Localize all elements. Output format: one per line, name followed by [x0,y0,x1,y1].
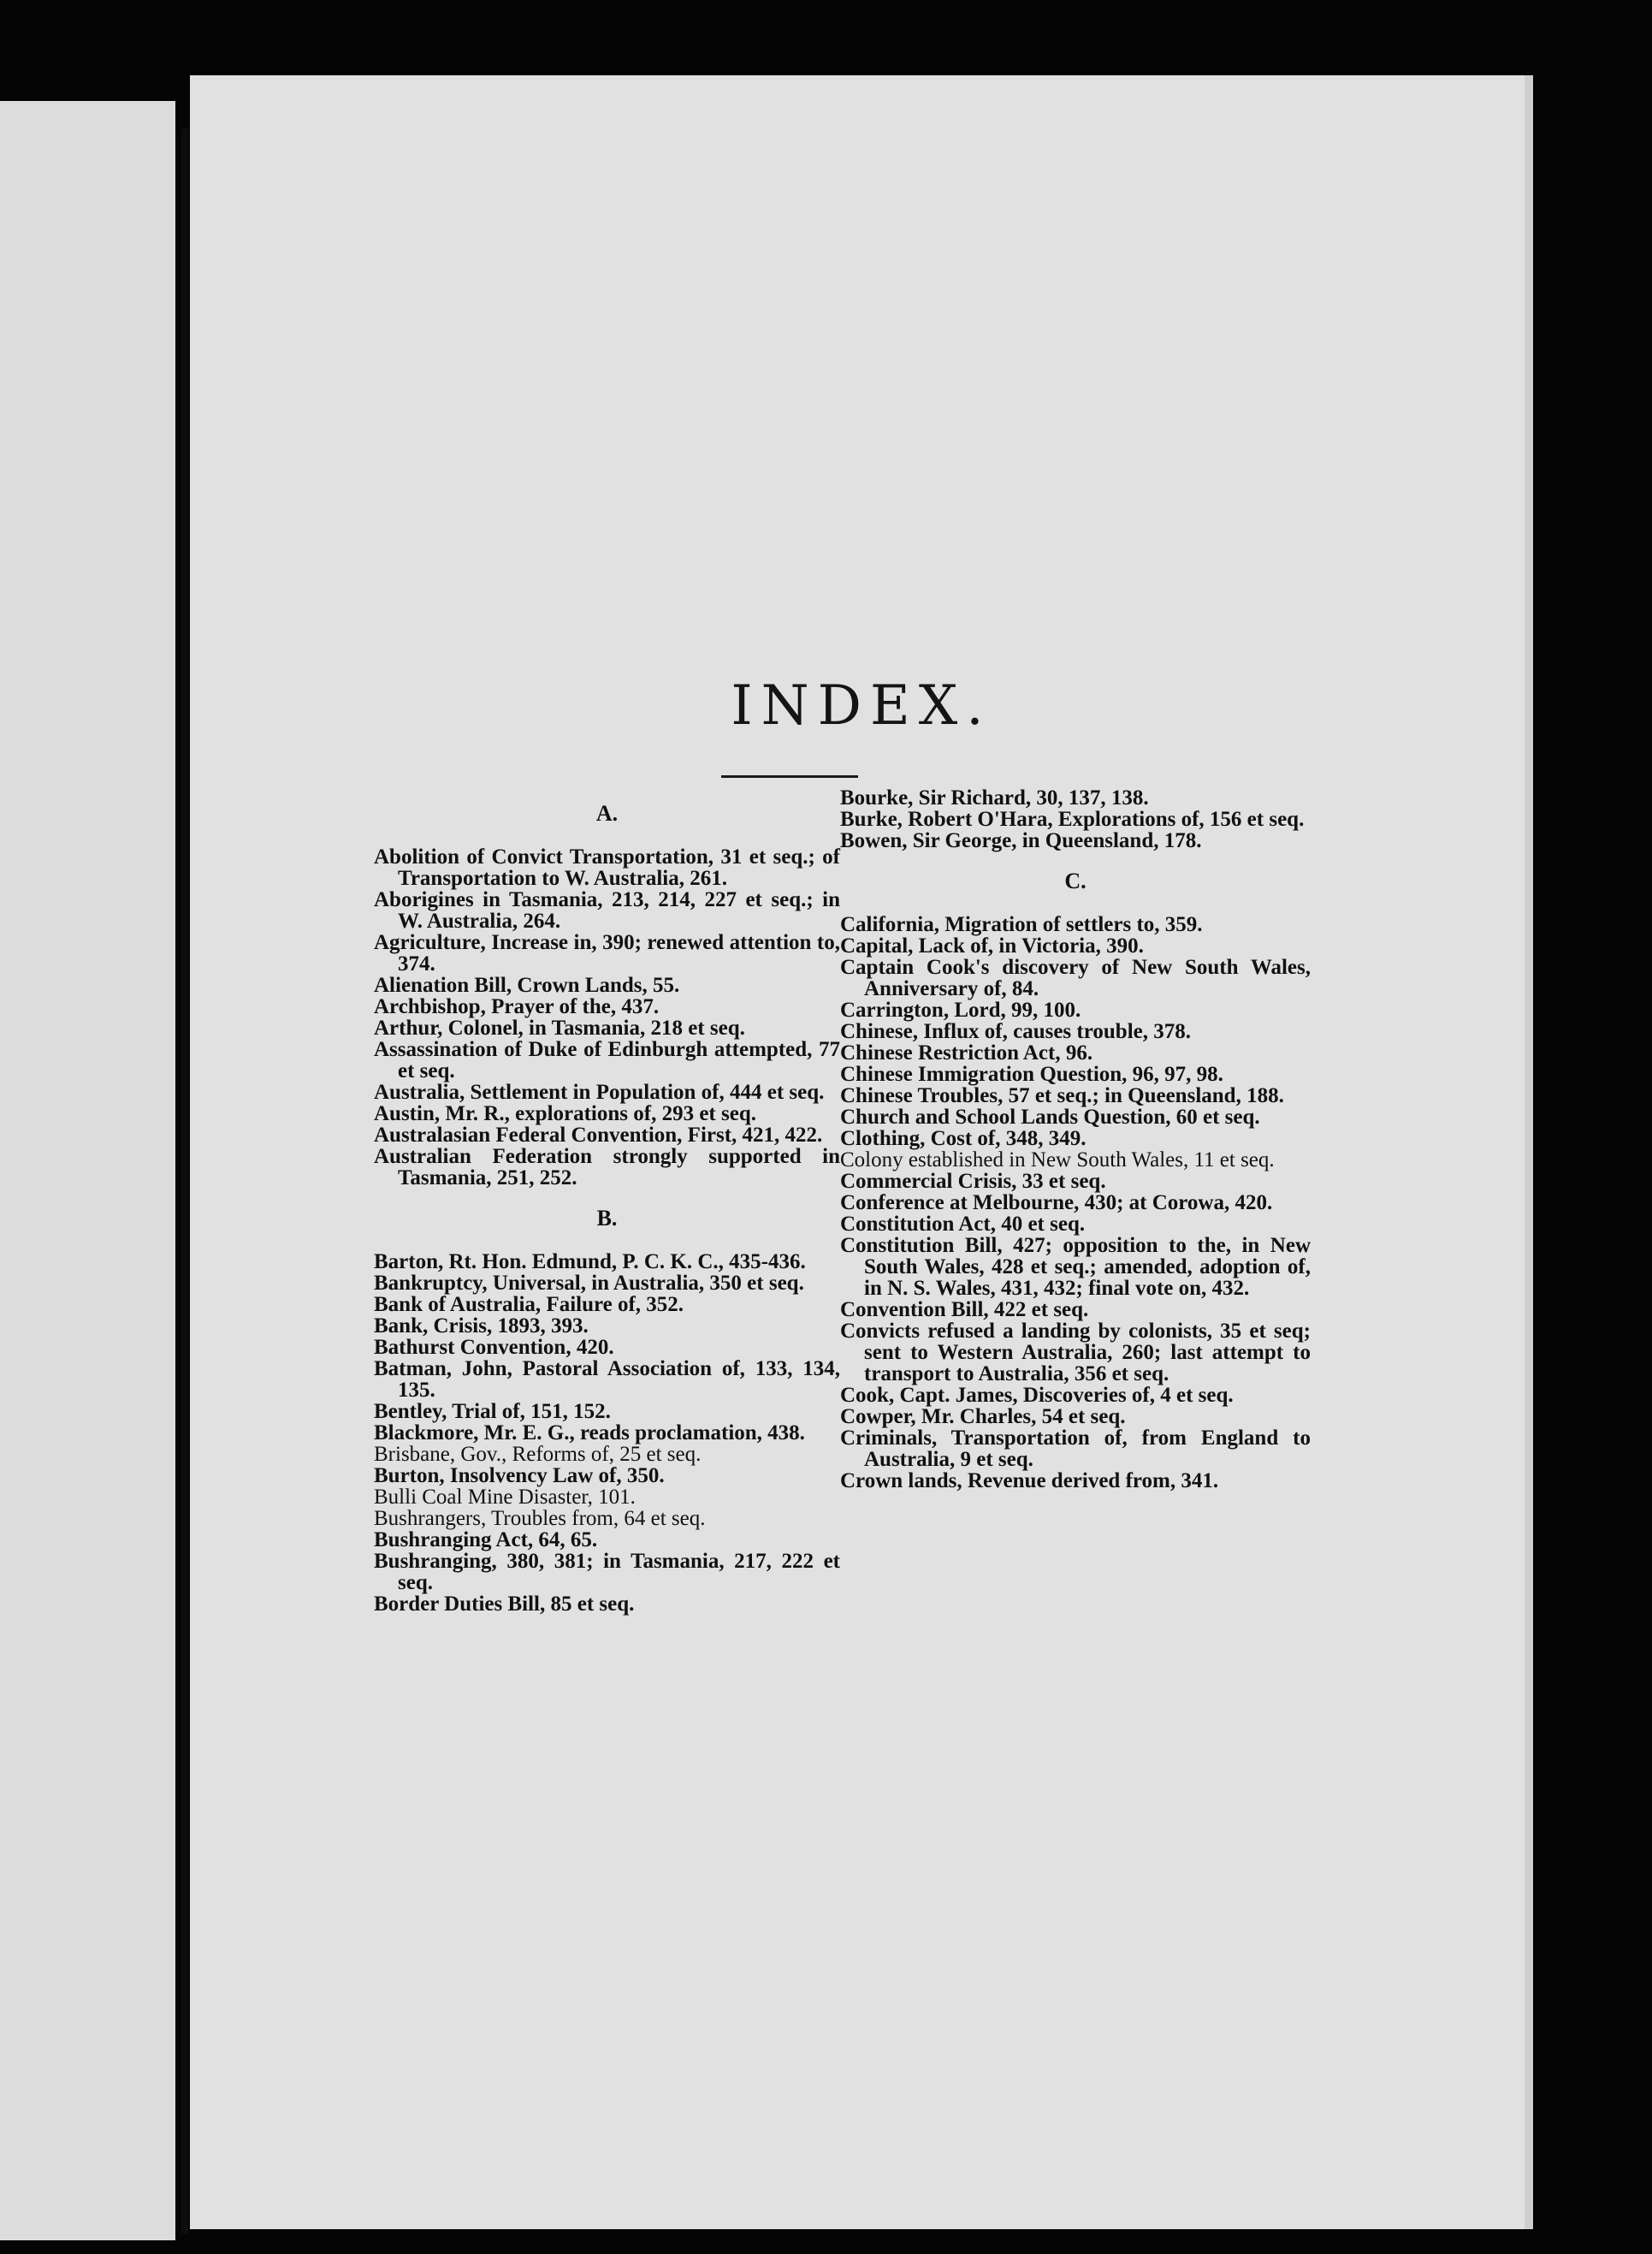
index-entry: Archbishop, Prayer of the, 437. [374,995,660,1018]
binding-shadow [181,128,188,2233]
section-heading-c: C. [1064,869,1087,893]
index-entry: Border Duties Bill, 85 et seq. [374,1593,635,1616]
index-entry: Chinese Immigration Question, 96, 97, 98. [840,1063,1223,1086]
index-entry: Austin, Mr. R., explorations of, 293 et seq. [374,1102,756,1125]
index-column-right [840,787,1311,1492]
index-entry: Church and School Lands Question, 60 et seq. [840,1106,1260,1129]
index-entry: Australian Federation strongly supported in Tasmania, 251, 252. [374,1145,840,1189]
index-entry: Australasian Federal Convention, First, 421, 422. [374,1124,823,1147]
index-entry: Bushrangers, Troubles from, 64 et seq. [374,1507,706,1530]
index-entry: Colony established in New South Wales, 11 et seq. [840,1148,1275,1171]
index-column-left [374,796,840,1615]
index-entry: Convention Bill, 422 et seq. [840,1298,1089,1321]
index-entry: Burke, Robert O'Hara, Explorations of, 156 et seq. [840,808,1305,831]
index-entry: Cowper, Mr. Charles, 54 et seq. [840,1405,1126,1428]
index-entry: Constitution Bill, 427; opposition to the, in New South Wales, 428 et seq.; amended, adoption of, in N. S. Wales, 431, 432; final vote on, 432. [840,1234,1311,1300]
index-entry: Assassination of Duke of Edinburgh attempted, 77 et seq. [374,1038,840,1083]
index-entry: Bowen, Sir George, in Queensland, 178. [840,829,1202,852]
index-entry: Barton, Rt. Hon. Edmund, P. C. K. C., 435-436. [374,1250,806,1273]
index-entry: Clothing, Cost of, 348, 349. [840,1127,1087,1150]
index-entry: Capital, Lack of, in Victoria, 390. [840,934,1144,958]
page-edge-shadow [1525,75,1533,2229]
index-entry: Bulli Coal Mine Disaster, 101. [374,1486,636,1509]
index-entry: Convicts refused a landing by colonists, 35 et seq; sent to Western Australia, 260; last attempt to transport to Australia, 356 et seq. [840,1320,1311,1385]
page-title: INDEX. [731,674,992,738]
title-rule [721,775,858,778]
index-page [190,75,1533,2229]
index-entry: Agriculture, Increase in, 390; renewed attention to, 374. [374,931,840,976]
index-entry: Bathurst Convention, 420. [374,1336,614,1359]
index-entry: Blackmore, Mr. E. G., reads proclamation, 438. [374,1421,805,1444]
index-entry: Chinese Restriction Act, 96. [840,1041,1093,1065]
index-entry: Bankruptcy, Universal, in Australia, 350 et seq. [374,1272,804,1295]
index-entry: Aborigines in Tasmania, 213, 214, 227 et seq.; in W. Australia, 264. [374,888,840,933]
index-entry: Bourke, Sir Richard, 30, 137, 138. [840,786,1149,810]
facing-page-edge [0,101,175,2240]
index-entry: Brisbane, Gov., Reforms of, 25 et seq. [374,1443,702,1466]
index-entry: Australia, Settlement in Population of, 444 et seq. [374,1081,825,1104]
section-heading-b: B. [596,1206,618,1231]
index-entry: Captain Cook's discovery of New South Wales, Anniversary of, 84. [840,956,1311,1000]
index-entry: Bank of Australia, Failure of, 352. [374,1293,684,1316]
index-entry: Chinese Troubles, 57 et seq.; in Queensland, 188. [840,1084,1284,1107]
index-entry: Burton, Insolvency Law of, 350. [374,1464,665,1487]
index-entry: Crown lands, Revenue derived from, 341. [840,1469,1219,1492]
index-entry: Bentley, Trial of, 151, 152. [374,1400,611,1423]
index-entry: Cook, Capt. James, Discoveries of, 4 et seq. [840,1384,1234,1407]
index-entry: Bushranging Act, 64, 65. [374,1528,598,1551]
index-entry: Batman, John, Pastoral Association of, 133, 134, 135. [374,1357,840,1402]
index-entry: California, Migration of settlers to, 359. [840,913,1203,936]
index-entry: Bushranging, 380, 381; in Tasmania, 217, 222 et seq. [374,1550,840,1594]
index-entry: Abolition of Convict Transportation, 31 et seq.; of Transportation to W. Australia, 261. [374,845,840,890]
index-entry: Alienation Bill, Crown Lands, 55. [374,974,680,997]
index-entry: Chinese, Influx of, causes trouble, 378. [840,1020,1191,1043]
section-heading-a: A. [595,801,619,826]
index-entry: Criminals, Transportation of, from England to Australia, 9 et seq. [840,1427,1311,1471]
index-entry: Commercial Crisis, 33 et seq. [840,1170,1106,1193]
index-entry: Arthur, Colonel, in Tasmania, 218 et seq. [374,1017,745,1040]
index-entry: Carrington, Lord, 99, 100. [840,999,1081,1022]
index-entry: Constitution Act, 40 et seq. [840,1213,1086,1236]
index-entry: Conference at Melbourne, 430; at Corowa, 420. [840,1191,1273,1214]
index-entry: Bank, Crisis, 1893, 393. [374,1314,589,1338]
